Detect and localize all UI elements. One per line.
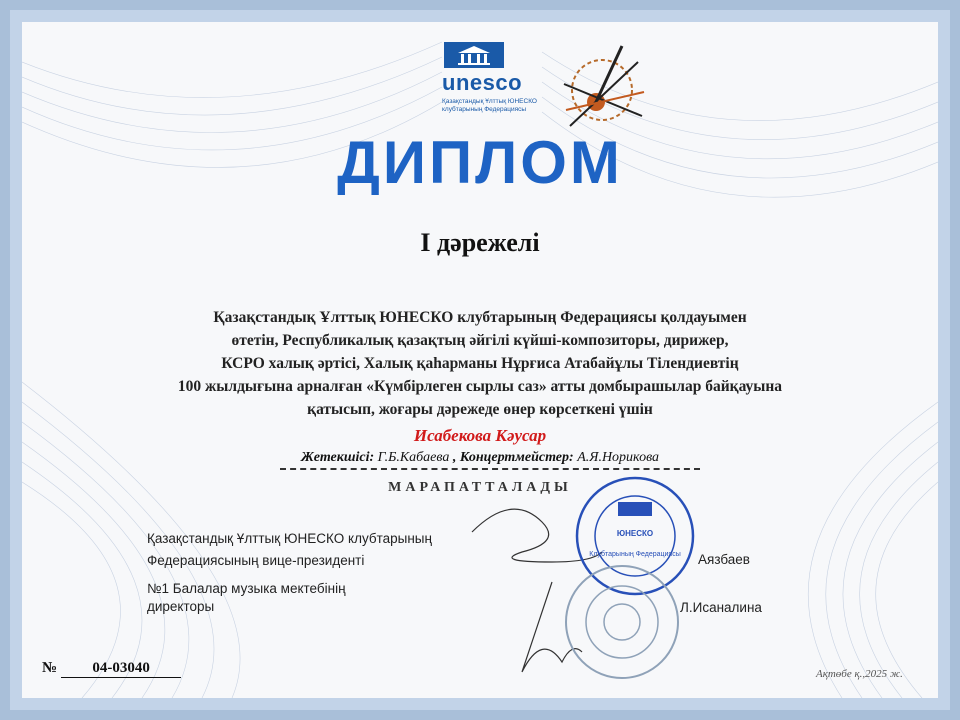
diploma-sheet (22, 22, 938, 698)
school-stamp-icon (562, 562, 682, 682)
diploma-title: ДИПЛОМ (337, 129, 623, 196)
description-line: қатысып, жоғары дәрежеде өнер көрсеткені үшін (307, 401, 653, 418)
signatory-2-line2: директоры (147, 599, 215, 614)
description-line: өтетін, Республикалық қазақтың әйгілі күйші-композиторы, дирижер, (231, 332, 729, 349)
accompanist-name: А.Я.Норикова (577, 450, 660, 465)
accompanist-label: Концертмейстер: (459, 450, 574, 465)
city-date: Ақтөбе қ.,2025 ж. (816, 668, 903, 680)
signatory-1-line2: Федерациясының вице-президенті (147, 553, 365, 568)
signatory-1-name: Аязбаев (698, 552, 750, 567)
teacher-name: Г.Б.Кабаева (377, 450, 450, 465)
signatory-2-line1: №1 Балалар музыка мектебінің (147, 581, 346, 596)
number-value: 04-03040 (61, 660, 181, 678)
degree-label: I дәрежелі (420, 228, 540, 257)
signatory-1-title (147, 528, 432, 572)
teacher-label: Жетекшісі: (300, 450, 375, 465)
diploma-number (42, 660, 181, 678)
awarded-label: МАРАПАТТАЛАДЫ (388, 480, 572, 495)
unesco-label: unesco (442, 70, 523, 95)
signatory-2-title (147, 580, 346, 616)
dombra-emblem-icon (556, 40, 650, 138)
unesco-temple-icon (444, 42, 504, 68)
teacher-separator: , (452, 450, 457, 465)
description-line: КСРО халық әртісі, Халық қаһарманы Нұрғиса Атабайұлы Тілендиевтің (221, 355, 739, 372)
stamp-label-top: ЮНЕСКО (616, 529, 654, 538)
description-line: 100 жылдығына арналған «Күмбірлеген сырлы саз» атты домбырашылар байқауына (177, 378, 783, 395)
dashed-divider (280, 468, 700, 470)
stamp-label: Клубтарының Федерациясы (589, 551, 681, 558)
winner-name: Исабекова Кәусар (413, 426, 547, 445)
unesco-subtitle: Қазақстандық Ұлттық ЮНЕСКО клубтарының Федерациясы (442, 98, 537, 113)
description-line: Қазақстандық Ұлттық ЮНЕСКО клубтарының Федерациясы қолдауымен (213, 309, 747, 326)
signatory-2-name: Л.Исаналина (680, 600, 762, 615)
teacher-line (22, 450, 938, 466)
award-description (102, 306, 858, 421)
number-label: № (42, 660, 58, 676)
signatory-1-line1: Қазақстандық Ұлттық ЮНЕСКО клубтарының (147, 531, 432, 546)
